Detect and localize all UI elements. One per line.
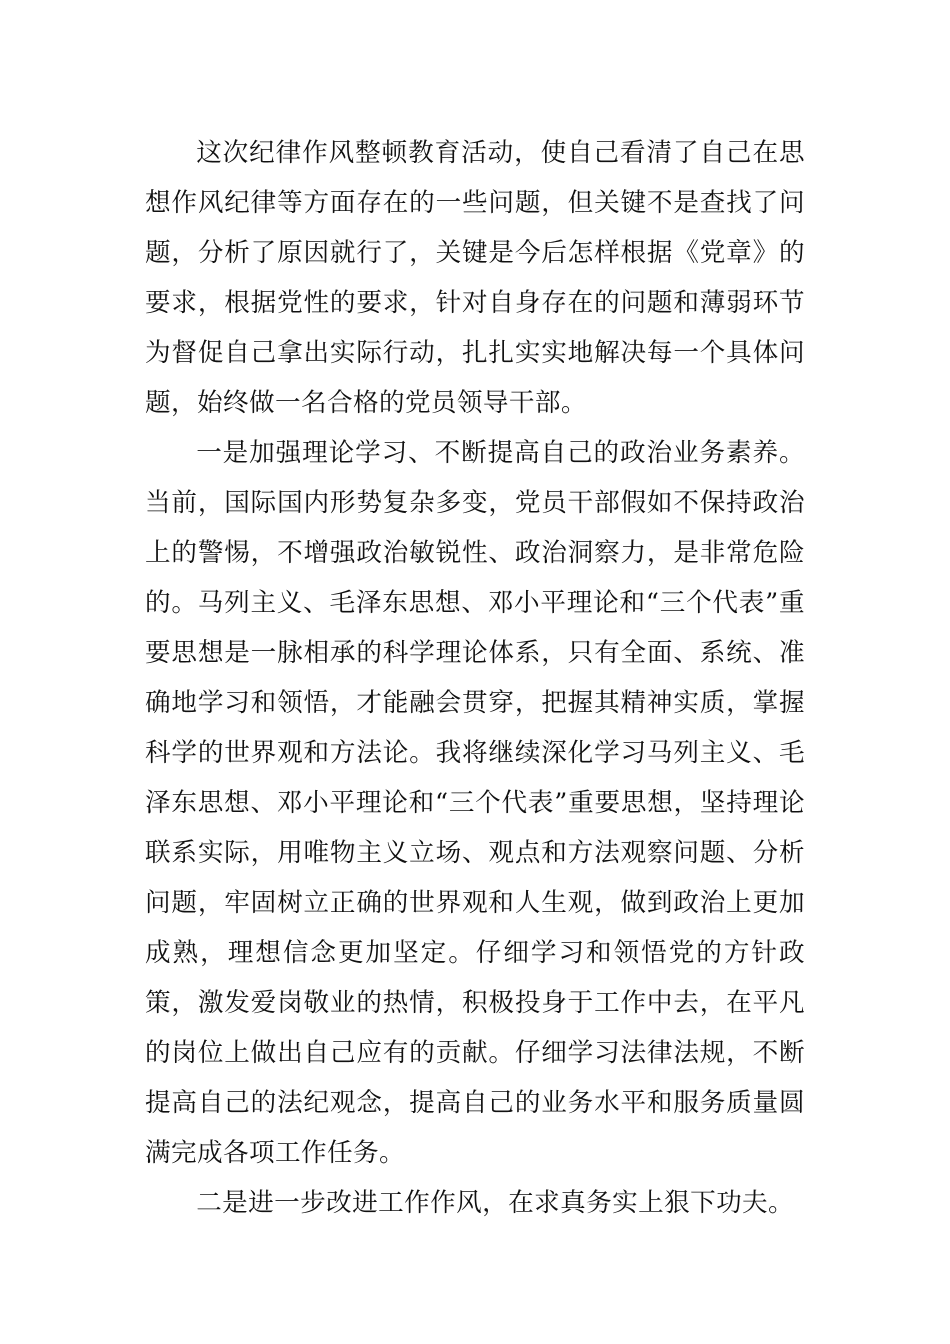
paragraph-theory-study: 一是加强理论学习、不断提高自己的政治业务素养。当前，国际国内形势复杂多变，党员干部假如不保持政治上的警惕，不增强政治敏锐性、政治洞察力，是非常危险的。马列主义、毛泽东思想、邓小平理论和“三个代表”重要思想是一脉相承的科学理论体系，只有全面、系统、准确地学习和领悟，才能融会贯穿，把握其精神实质，掌握科学的世界观和方法论。我将继续深化学习马列主义、毛泽东思想、邓小平理论和“三个代表”重要思想，坚持理论联系实际，用唯物主义立场、观点和方法观察问题、分析问题，牢固树立正确的世界观和人生观，做到政治上更加成熟，理想信念更加坚定。仔细学习和领悟党的方针政策，激发爱岗敬业的热情，积极投身于工作中去，在平凡的岗位上做出自己应有的贡献。仔细学习法律法规，不断提高自己的法纪观念，提高自己的业务水平和服务质量圆满完成各项工作任务。 (145, 438, 805, 1168)
paragraph-intro: 这次纪律作风整顿教育活动，使自己看清了自己在思想作风纪律等方面存在的一些问题，但关键不是查找了问题，分析了原因就行了，关键是今后怎样根据《党章》的要求，根据党性的要求，针对自身存在的问题和薄弱环节为督促自己拿出实际行动，扎扎实实地解决每一个具体问题，始终做一名合格的党员领导干部。 (145, 138, 805, 418)
document-body (145, 128, 805, 1228)
paragraph-work-style: 二是进一步改进工作作风，在求真务实上狠下功夫。 (196, 1188, 795, 1218)
